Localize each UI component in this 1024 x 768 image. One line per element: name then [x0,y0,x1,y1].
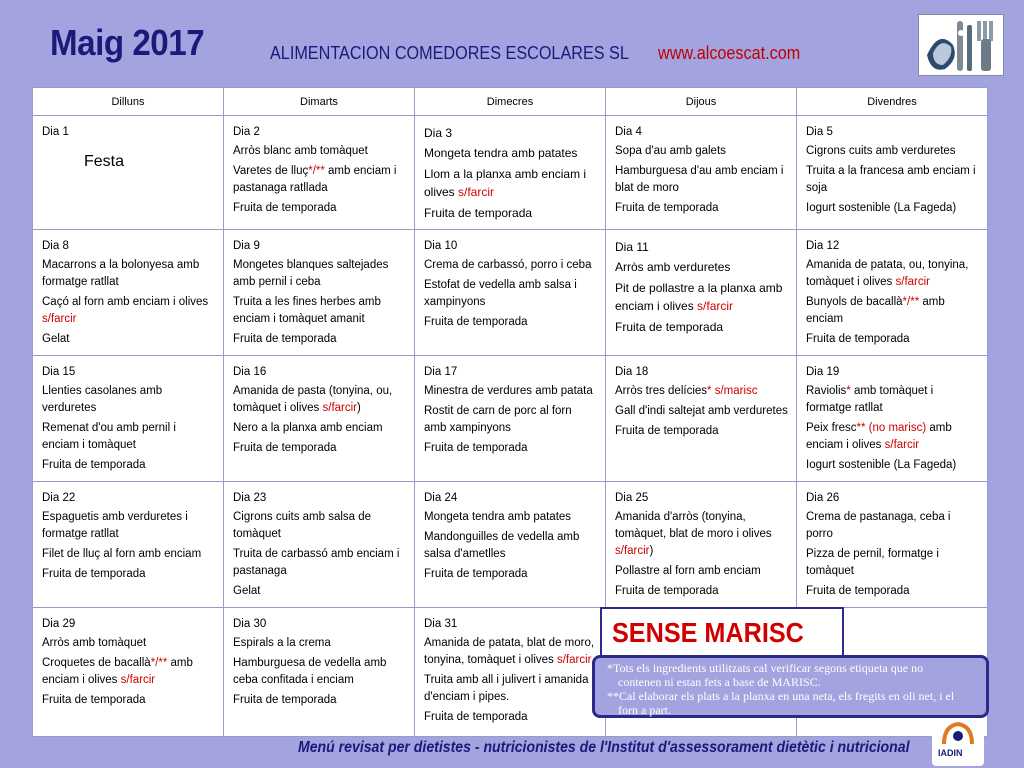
dish-item [615,200,788,217]
dish-text: Truita amb all i julivert i amanida d'enciam i pipes. [424,674,589,703]
dish-note-marker: s/farcir [120,674,156,686]
dish-text: Fruita de temporada [615,585,719,597]
dish-text: ) [649,545,654,557]
dish-item [424,314,597,331]
dish-text: Pit de pollastre a la planxa amb enciam i olives [615,281,783,313]
dish-text: Iogurt sostenible (La Fageda) [806,202,957,214]
dish-item [424,440,597,457]
dish-note-marker: s/farcir [42,313,77,325]
note-line: **Cal elaborar els plats a la planxa en una neta, els fregits en oli net, i el [607,689,955,703]
dish-item [233,163,406,197]
day-cell [797,482,988,608]
dish-text: Mongeta tendra amb patates [424,146,578,160]
dish-text: Pizza de pernil, formatge i tomàquet [806,548,939,577]
day-cell [224,482,415,608]
dish-text: Bunyols de bacallà [806,296,903,308]
day-cell [415,116,606,230]
dish-text: Llenties casolanes amb verduretes [42,385,163,414]
dish-item [424,403,597,437]
dish-text: Minestra de verdures amb patata [424,385,593,397]
day-label: Dia 4 [615,126,642,138]
dish-item [424,566,597,583]
day-cell [33,356,224,482]
dish-item [424,277,597,311]
dish-item [806,383,979,417]
dish-text: Fruita de temporada [424,711,528,723]
day-label: Dia 15 [42,366,76,378]
holiday-label: Festa [84,153,125,170]
note-line: forn a part. [618,703,671,717]
note-line: *Tots els ingredients utilitzats cal verificar segons etiqueta que no [607,661,924,675]
dish-item [615,563,788,580]
dish-text: Varetes de lluç [233,165,309,177]
day-cell [415,230,606,356]
dish-text: Rostit de carn de porc al forn amb xampinyons [424,405,572,434]
dish-text: Gelat [42,333,70,345]
iadin-logo-icon [932,718,984,766]
dish-text: Hamburguesa de vedella amb ceba confitada i enciam [233,657,387,686]
dish-text: Espaguetis amb verduretes i formatge ratllat [42,511,188,540]
dish-text: Amanida d'arròs (tonyina, tomàquet, blat de moro i olives [615,511,772,540]
day-label: Dia 1 [42,126,69,138]
dish-text: Arròs amb verduretes [615,260,731,274]
dish-text: Iogurt sostenible (La Fageda) [806,459,957,471]
day-cell [797,230,988,356]
dish-item [42,692,215,709]
day-cell [797,356,988,482]
dish-text: Sopa d'au amb galets [615,145,726,157]
dish-note-marker: s/farcir [615,545,650,557]
footer-text: Menú revisat per dietistes - nutricionistes de l'Institut d'assessorament dietètic i nutricional [298,739,910,756]
dish-item [233,420,406,437]
dish-text: Amanida de patata, blat de moro, tonyina, tomàquet i olives [424,637,595,666]
dish-text: Mandonguilles de vedella amb salsa d'ametlles [424,531,580,560]
dish-text: Truita a la francesa amb enciam i soja [806,165,976,194]
week-row [33,230,988,356]
dish-item [615,258,788,276]
day-cell [33,230,224,356]
dish-note-marker: s/farcir [556,654,592,666]
dish-note-marker: s/farcir [458,185,495,199]
day-label: Dia 16 [233,366,267,378]
dish-item [615,279,788,315]
dish-text: amb enciam [806,296,945,325]
dish-text: amb enciam i pastanaga ratllada [233,165,397,194]
dish-text: Fruita de temporada [424,568,528,580]
dish-text: Fruita de temporada [233,202,337,214]
dish-text: Estofat de vedella amb salsa i xampinyons [424,279,577,308]
dish-item [806,420,979,454]
menu-table [32,87,988,737]
dish-item [424,204,597,222]
dish-text: Fruita de temporada [424,206,533,220]
dish-note-marker: * [846,385,851,397]
dish-item [42,420,215,454]
dish-item [806,457,979,474]
dish-item [424,509,597,526]
dish-item [806,294,979,328]
dish-text: Raviolis [806,385,847,397]
dish-text: Fruita de temporada [233,333,337,345]
week-row [33,356,988,482]
dish-text: Gall d'indi saltejat amb verduretes [615,405,788,417]
dish-note-marker: */** [308,165,325,177]
day-cell [33,482,224,608]
page-title: Maig 2017 [50,22,205,63]
day-cell [606,116,797,230]
dish-item [424,257,597,274]
dish-text: Fruita de temporada [615,425,719,437]
dish-item [42,509,215,543]
column-header: Divendres [797,88,988,116]
day-label: Dia 18 [615,366,649,378]
dish-text: Fruita de temporada [806,585,910,597]
dish-item [806,163,979,197]
column-header: Dilluns [33,88,224,116]
dish-text: Caçó al forn amb enciam i olives [42,296,209,308]
day-label: Dia 5 [806,126,833,138]
dish-item [424,383,597,400]
day-label: Dia 31 [424,618,458,630]
dish-item [806,331,979,348]
dish-item [806,143,979,160]
dish-text: Espirals a la crema [233,637,331,649]
day-cell [224,230,415,356]
day-label: Dia 11 [615,240,649,254]
dish-text: Fruita de temporada [424,442,528,454]
dish-note-marker: s/farcir [697,299,734,313]
dish-item [42,566,215,583]
dish-text: Fruita de temporada [806,333,910,345]
dish-item [806,546,979,580]
dish-text: Pollastre al forn amb enciam [615,565,761,577]
dish-item [233,546,406,580]
dish-text: Nero a la planxa amb enciam [233,422,383,434]
dish-item [233,692,406,709]
dish-item [806,509,979,543]
dish-text: Fruita de temporada [42,459,146,471]
dish-item [424,709,597,726]
sense-marisc-label: SENSE MARISC [612,617,804,648]
day-label: Dia 24 [424,492,458,504]
dish-text: Fruita de temporada [424,316,528,328]
dish-item [233,509,406,543]
dish-text: Cigrons cuits amb salsa de tomàquet [233,511,372,540]
dish-note-marker: * s/marisc [707,385,758,397]
day-label: Dia 12 [806,240,840,252]
dish-item [806,583,979,600]
dish-text: Truita de carbassó amb enciam i pastanaga [233,548,400,577]
dish-item [233,440,406,457]
dish-item [233,583,406,600]
dish-text: Remenat d'ou amb pernil i enciam i tomàquet [42,422,176,451]
dish-text: Gelat [233,585,261,597]
dish-text: Croquetes de bacallà [42,657,151,669]
day-cell [797,116,988,230]
header-row [33,88,988,116]
company-name: ALIMENTACION COMEDORES ESCOLARES SL [270,43,629,63]
dish-text: Arròs tres delícies [615,385,708,397]
dish-item [42,655,215,689]
cutlery-logo-icon [918,14,1004,76]
day-cell [224,608,415,737]
dish-item [424,635,597,669]
dish-text: Fruita de temporada [233,442,337,454]
dish-text: Hamburguesa d'au amb enciam i blat de moro [615,165,784,194]
dish-item [615,143,788,160]
dish-text: ) [357,402,361,414]
dish-note-marker: ** (no marisc) [856,422,927,434]
note-line: contenen ni estan fets a base de MARISC. [618,675,821,689]
dish-text: Arròs amb tomàquet [42,637,147,649]
day-label: Dia 10 [424,240,458,252]
dish-text: Llom a la planxa amb enciam i olives [424,167,587,199]
day-cell [33,116,224,230]
dish-text: Truita a les fines herbes amb enciam i tomàquet amanit [233,296,381,325]
dish-text: Arròs blanc amb tomàquet [233,145,368,157]
day-label: Dia 8 [42,240,69,252]
dish-item [233,331,406,348]
dish-item [615,509,788,560]
dish-item [42,294,215,328]
dish-note-marker: s/farcir [322,402,357,414]
day-label: Dia 19 [806,366,840,378]
iadin-label: IADIN [938,748,963,758]
week-row [33,482,988,608]
dish-text: Fruita de temporada [233,694,337,706]
day-label: Dia 9 [233,240,260,252]
dish-text: Mongeta tendra amb patates [424,511,572,523]
dish-item [233,143,406,160]
dish-text: Crema de carbassó, porro i ceba [424,259,592,271]
dish-note-marker: */** [150,657,168,669]
dish-item [233,200,406,217]
dish-item [424,529,597,563]
day-cell [415,608,606,737]
dish-text: Cigrons cuits amb verduretes [806,145,956,157]
dish-item [424,672,597,706]
column-header: Dimecres [415,88,606,116]
dish-text: Fruita de temporada [42,694,146,706]
day-cell [224,116,415,230]
dish-item [233,655,406,689]
dish-item [424,165,597,201]
dish-text: amb tomàquet i formatge ratllat [806,385,934,414]
dish-text: Amanida de patata, ou, tonyina, tomàquet i olives [806,259,969,288]
day-cell [606,356,797,482]
dish-note-marker: */** [902,296,920,308]
day-label: Dia 17 [424,366,458,378]
day-cell [33,608,224,737]
day-cell [606,482,797,608]
dish-item [424,144,597,162]
dish-item [615,163,788,197]
day-label: Dia 29 [42,618,76,630]
dish-item [806,200,979,217]
column-header: Dijous [606,88,797,116]
dish-item [233,257,406,291]
dish-text: Fruita de temporada [615,202,719,214]
day-label: Dia 22 [42,492,76,504]
day-cell [224,356,415,482]
dish-item [42,546,215,563]
day-label: Dia 3 [424,126,453,140]
dish-text: amb enciam i olives [806,422,952,451]
dish-note-marker: s/farcir [884,439,920,451]
dish-text: Mongetes blanques saltejades amb pernil i ceba [233,259,389,288]
day-cell [606,230,797,356]
dish-text: Fruita de temporada [615,320,724,334]
day-label: Dia 2 [233,126,260,138]
allergen-notes [592,655,989,718]
day-cell [415,356,606,482]
dish-item [42,331,215,348]
week-row [33,116,988,230]
dish-text: amb enciam i olives [42,657,193,686]
dish-item [233,635,406,652]
column-header: Dimarts [224,88,415,116]
dish-item [615,383,788,400]
day-label: Dia 26 [806,492,840,504]
dish-text: Macarrons a la bolonyesa amb formatge ratllat [42,259,200,288]
day-label: Dia 23 [233,492,267,504]
dish-item [615,403,788,420]
dish-item [233,294,406,328]
dish-text: Crema de pastanaga, ceba i porro [806,511,951,540]
day-cell [415,482,606,608]
dish-text: Filet de lluç al forn amb enciam [42,548,202,560]
sense-marisc-banner [600,607,844,661]
website-link[interactable]: www.alcoescat.com [658,43,801,63]
dish-item [42,257,215,291]
day-label: Dia 25 [615,492,649,504]
dish-item [615,318,788,336]
dish-item [42,457,215,474]
dish-item [233,383,406,417]
dish-item [42,635,215,652]
dish-item [615,423,788,440]
dish-note-marker: s/farcir [895,276,930,288]
day-label: Dia 30 [233,618,267,630]
dish-text: Amanida de pasta (tonyina, ou, tomàquet i olives [233,385,393,414]
dish-text: Peix fresc [806,422,857,434]
dish-item [806,257,979,291]
dish-text: Fruita de temporada [42,568,146,580]
dish-item [42,383,215,417]
dish-item [615,583,788,600]
